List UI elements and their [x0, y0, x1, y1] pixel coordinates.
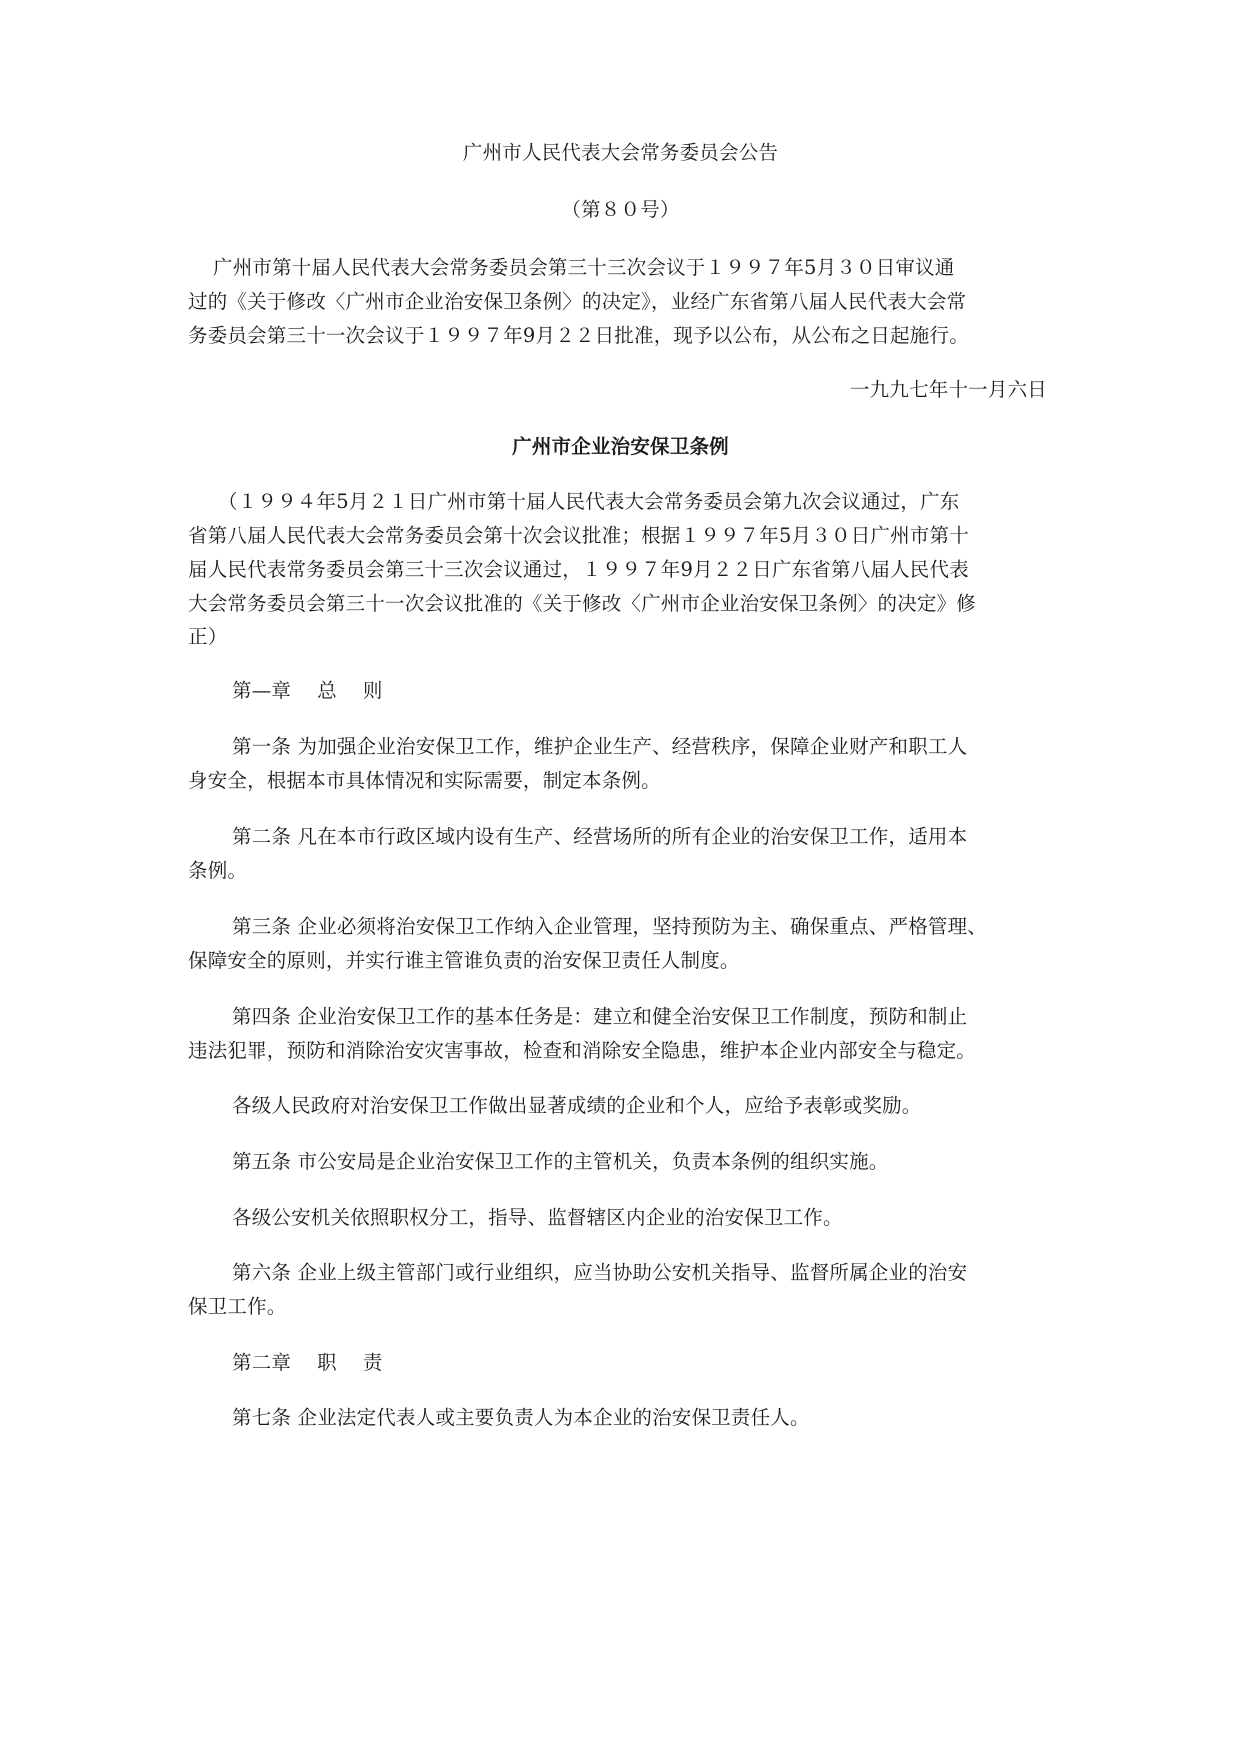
article-5-paragraph-2: 各级公安机关依照职权分工，指导、监督辖区内企业的治安保卫工作。 [232, 1206, 843, 1229]
announcement-body-line: 广州市第十届人民代表大会常务委员会第三十三次会议于１９９７年5月３０日审议通 [213, 256, 955, 279]
article-4-line: 第四条 企业治安保卫工作的基本任务是：建立和健全治安保卫工作制度，预防和制止 [232, 1005, 968, 1028]
announcement-body-line: 务委员会第三十一次会议于１９９７年9月２２日批准，现予以公布，从公布之日起施行。 [188, 324, 969, 347]
article-3-line: 保障安全的原则，并实行谁主管谁负责的治安保卫责任人制度。 [188, 949, 740, 972]
chapter-word: 职 [317, 1351, 337, 1374]
announcement-number: （第８０号） [561, 198, 680, 221]
regulation-title: 广州市企业治安保卫条例 [512, 435, 729, 458]
regulation-note-line: 正） [188, 625, 228, 648]
chapter-word: 则 [362, 679, 383, 702]
chapter-word: 总 [317, 679, 337, 702]
article-4-paragraph-2: 各级人民政府对治安保卫工作做出显著成绩的企业和个人，应给予表彰或奖励。 [232, 1094, 922, 1117]
announcement-date: 一九九七年十一月六日 [849, 378, 1047, 401]
article-2-line: 第二条 凡在本市行政区域内设有生产、经营场所的所有企业的治安保卫工作，适用本 [232, 825, 968, 848]
announcement-title: 广州市人民代表大会常务委员会公告 [462, 141, 779, 164]
chapter-1-heading [232, 676, 383, 706]
regulation-note-line: 大会常务委员会第三十一次会议批准的《关于修改〈广州市企业治安保卫条例〉的决定》修 [188, 592, 977, 615]
article-7: 第七条 企业法定代表人或主要负责人为本企业的治安保卫责任人。 [232, 1406, 810, 1429]
article-2-line: 条例。 [188, 859, 248, 882]
chapter-number: 第—章 [232, 679, 292, 702]
article-1-line: 身安全，根据本市具体情况和实际需要，制定本条例。 [188, 769, 661, 792]
regulation-note-line: 届人民代表常务委员会第三十三次会议通过，１９９７年9月２２日广东省第八届人民代表 [188, 558, 969, 581]
regulation-note-line: 省第八届人民代表大会常务委员会第十次会议批准；根据１９９７年5月３０日广州市第十 [188, 524, 969, 547]
article-1-line: 第一条 为加强企业治安保卫工作，维护企业生产、经营秩序，保障企业财产和职工人 [232, 735, 968, 758]
article-3-line: 第三条 企业必须将治安保卫工作纳入企业管理，坚持预防为主、确保重点、严格管理、 [232, 915, 987, 938]
article-5: 第五条 市公安局是企业治安保卫工作的主管机关，负责本条例的组织实施。 [232, 1150, 889, 1173]
article-4-line: 违法犯罪，预防和消除治安灾害事故，检查和消除安全隐患，维护本企业内部安全与稳定。 [188, 1039, 977, 1062]
regulation-note-line: （１９９４年5月２１日广州市第十届人民代表大会常务委员会第九次会议通过，广东 [218, 490, 960, 513]
announcement-body-line: 过的《关于修改〈广州市企业治安保卫条例〉的决定》，业经广东省第八届人民代表大会常 [188, 290, 967, 313]
chapter-word: 责 [362, 1351, 383, 1374]
chapter-number: 第二章 [232, 1351, 292, 1374]
article-6-line: 第六条 企业上级主管部门或行业组织，应当协助公安机关指导、监督所属企业的治安 [232, 1261, 968, 1284]
article-6-line: 保卫工作。 [188, 1295, 287, 1318]
chapter-2-heading [232, 1348, 383, 1378]
